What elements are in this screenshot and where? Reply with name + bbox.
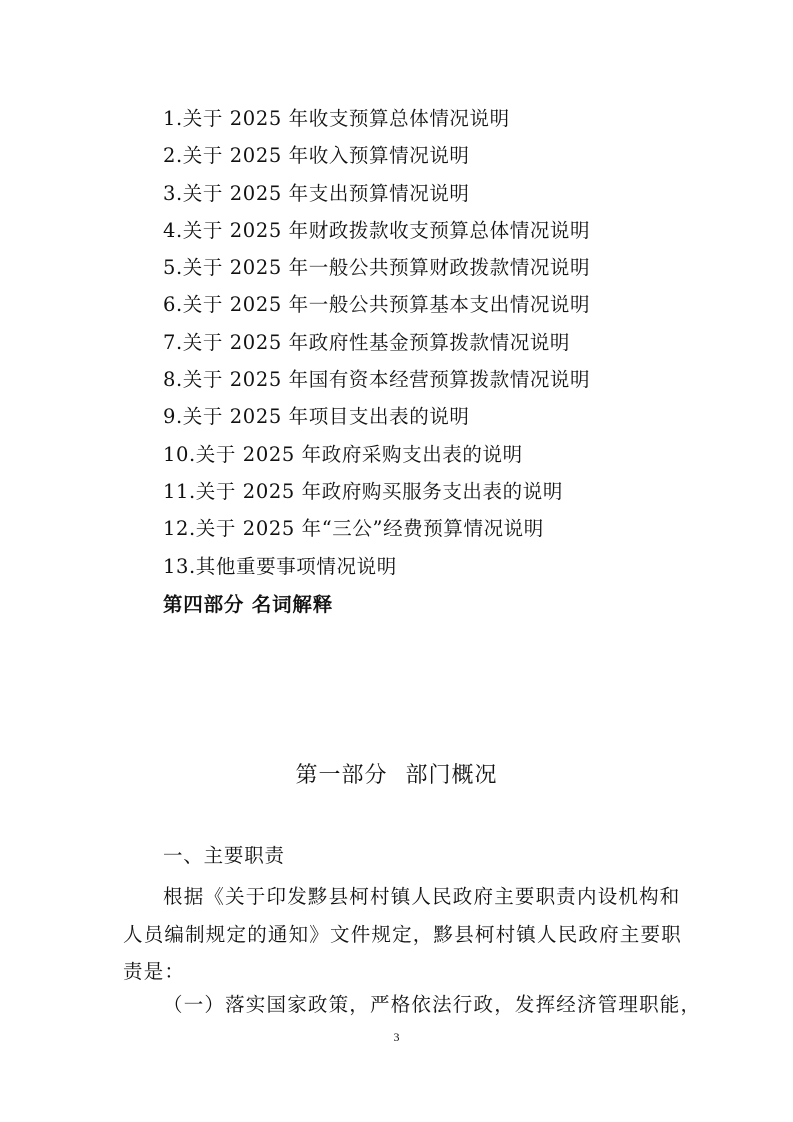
- toc-item: 8.关于 2025 年国有资本经营预算拨款情况说明: [163, 368, 591, 392]
- part-one-title: [0, 758, 793, 789]
- toc-item: 13.其他重要事项情况说明: [163, 554, 397, 578]
- part-one-title-right: 部门概况: [405, 763, 498, 788]
- toc-item: 7.关于 2025 年政府性基金预算拨款情况说明: [163, 330, 571, 354]
- toc-item: 2.关于 2025 年收入预算情况说明: [163, 144, 470, 168]
- toc-item: 10.关于 2025 年政府采购支出表的说明: [163, 442, 523, 466]
- section-heading-main-duties: 一、主要职责: [163, 844, 285, 867]
- duties-paragraph: [123, 878, 701, 991]
- toc-item: 3.关于 2025 年支出预算情况说明: [163, 181, 470, 205]
- paragraph-line: 人员编制规定的通知》文件规定，黟县柯村镇人民政府主要职: [123, 922, 682, 946]
- toc-item: 1.关于 2025 年收支预算总体情况说明: [163, 107, 510, 130]
- toc-item: 11.关于 2025 年政府购买服务支出表的说明: [163, 479, 563, 503]
- paragraph-line: 根据《关于印发黟县柯村镇人民政府主要职责内设机构和: [163, 885, 681, 908]
- paragraph-line: 责是：: [123, 960, 186, 983]
- part-four-heading: 第四部分 名词解释: [163, 593, 333, 616]
- toc-item: 9.关于 2025 年项目支出表的说明: [163, 405, 470, 429]
- table-of-contents: [163, 104, 723, 589]
- toc-item: 6.关于 2025 年一般公共预算基本支出情况说明: [163, 293, 591, 317]
- toc-item: 4.关于 2025 年财政拨款收支预算总体情况说明: [163, 218, 591, 242]
- page-number: 3: [393, 1030, 400, 1044]
- duty-item-one: （一）落实国家政策，严格依法行政，发挥经济管理职能，: [163, 993, 702, 1016]
- part-one-title-left: 第一部分: [295, 763, 388, 788]
- toc-item: 12.关于 2025 年“三公”经费预算情况说明: [163, 517, 544, 541]
- toc-item: 5.关于 2025 年一般公共预算财政拨款情况说明: [163, 256, 591, 280]
